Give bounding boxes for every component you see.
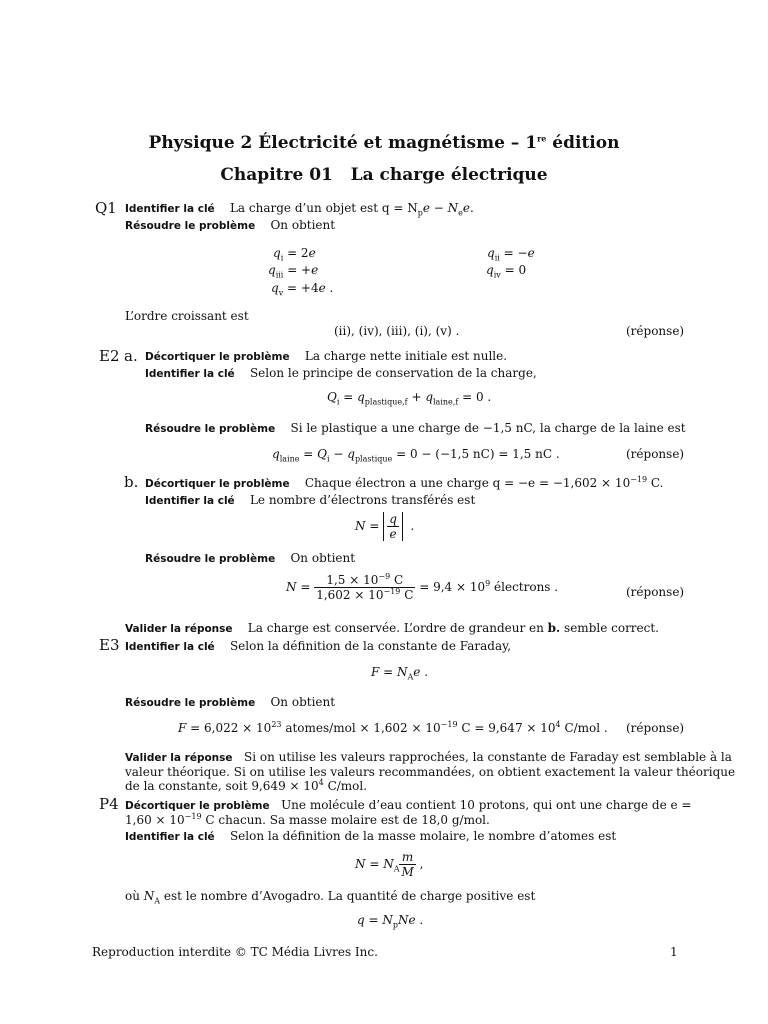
- question-number: E2: [99, 347, 120, 365]
- equation: $q_i = 2e$: [273, 246, 316, 263]
- equation: $q_{iii} = +e$: [268, 263, 319, 280]
- question-number: P4: [99, 795, 119, 813]
- e3-valider-line2: valeur théorique. Si on utilise les valeurs recommandées, on obtient exactement la valeur théorique: [125, 765, 736, 779]
- chapter-title: Chapitre 01 La charge électrique: [220, 165, 548, 185]
- equation: N = $\frac{1,5 \times 10^{-9} C}{1,602 \times 10^{-19} C}$ = $9,4 \times 10^9$ électrons .: [286, 572, 559, 602]
- reponse-label: (réponse): [626, 585, 685, 599]
- e2a-decortiquer: Décortiquer le problème La charge nette initiale est nulle.: [145, 349, 508, 363]
- p4-decortiquer-line2: $1,60 \times 10^{-19}$ C chacun. Sa masse molaire est de 18,0 g/mol.: [125, 812, 490, 827]
- equation: $N = N_A$ $\frac{m}{M}$ ,: [355, 850, 424, 879]
- e3-identifier: Identifier la clé Selon la définition de la constante de Faraday,: [125, 639, 512, 653]
- e2b-decortiquer: Décortiquer le problème Chaque électron a une charge $q = -e = -1,602 \times 10^{-19}$ C.: [145, 475, 664, 490]
- e3-resoudre: Résoudre le problème On obtient: [125, 695, 336, 709]
- reponse-label: (réponse): [626, 721, 685, 735]
- equation: $q_{laine} = Q_i - q_{plastique} = 0 - (-1,5$ nC) = 1,5 nC .: [272, 447, 560, 464]
- equation: N = $\frac{q}{e}$ .: [355, 512, 415, 541]
- page-number: 1: [670, 945, 678, 959]
- reponse-label: (réponse): [626, 324, 685, 338]
- part-label: a.: [124, 347, 138, 365]
- question-number: E3: [99, 636, 120, 654]
- part-label: b.: [124, 473, 139, 491]
- e3-valider-line3: de la constante, soit $9,649 \times 10^4$ C/mol.: [125, 778, 368, 793]
- page-title: Physique 2 Électricité et magnétisme – 1re édition: [148, 133, 620, 153]
- equation: $F = 6,022 \times 10^{23}$ atomes/mol × $1,602 \times 10^{-19}$ $C = 9,647 \times 10^4$ C/mol .: [178, 720, 608, 735]
- equation: $q_{ii} = -e$: [487, 246, 535, 263]
- question-number: Q1: [95, 199, 117, 217]
- q1-resoudre: Résoudre le problème On obtient: [125, 218, 336, 232]
- p4-decortiquer: Décortiquer le problème Une molécule d’eau contient 10 protons, qui ont une charge de e =: [125, 798, 692, 812]
- p4-avogadro: où $N_A$ est le nombre d’Avogadro. La quantité de charge positive est: [125, 889, 536, 906]
- q1-ordre-value: (ii), (iv), (iii), (i), (v) .: [334, 324, 460, 338]
- e2b-identifier: Identifier la clé Le nombre d’électrons transférés est: [145, 493, 476, 507]
- q1-identifier: Identifier la clé La charge d’un objet est $q = N_pe - N_ee$.: [125, 201, 474, 218]
- equation: $Q_i = q_{plastique,f} + q_{laine,f} = 0$ .: [327, 390, 492, 407]
- equation: $q = N_pNe$ .: [357, 913, 424, 930]
- copyright: Reproduction interdite © TC Média Livres Inc.: [92, 945, 378, 959]
- reponse-label: (réponse): [626, 447, 685, 461]
- e2a-resoudre: Résoudre le problème Si le plastique a une charge de −1,5 nC, la charge de la laine est: [145, 421, 686, 435]
- equation: $F = N_Ae$ .: [371, 665, 429, 682]
- equation: $q_v = +4e$ .: [271, 281, 334, 298]
- e2b-valider: Valider la réponse La charge est conservée. L’ordre de grandeur en b. semble correct.: [125, 621, 659, 635]
- e2b-resoudre: Résoudre le problème On obtient: [145, 551, 356, 565]
- equation: $q_{iv} = 0$: [486, 263, 527, 280]
- p4-identifier: Identifier la clé Selon la définition de la masse molaire, le nombre d’atomes est: [125, 829, 617, 843]
- q1-ordre: L’ordre croissant est: [125, 309, 249, 323]
- e2a-identifier: Identifier la clé Selon le principe de conservation de la charge,: [145, 366, 537, 380]
- e3-valider: Valider la réponse Si on utilise les valeurs rapprochées, la constante de Faraday est semblable à la: [125, 750, 732, 764]
